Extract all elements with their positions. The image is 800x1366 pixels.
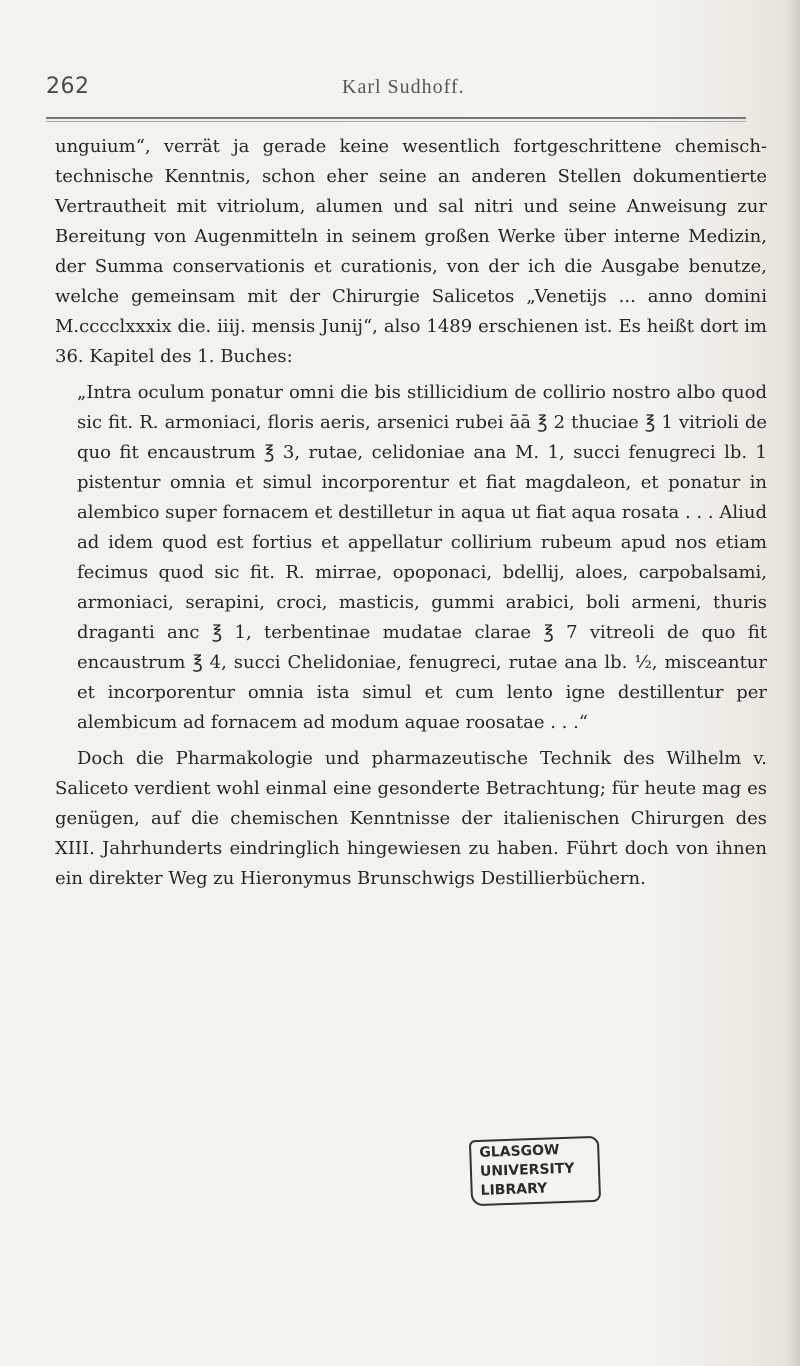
body-text xyxy=(55,132,767,894)
page-header xyxy=(46,74,746,104)
page-number: 262 xyxy=(46,74,90,99)
stamp-line-3: LIBRARY xyxy=(480,1180,548,1199)
paragraph-1: unguium“, verrät ja gerade keine wesentlich fortgeschrittene chemisch-technische Kenntnis, schon eher seine an anderen Stellen dokumentierte Vertrautheit mit vitriolum, alumen und sal nitri und seine Anweisung zur Bereitung von Augenmitteln in seinem großen Werke über interne Medizin, der Summa conservationis et curationis, von der ich die Ausgabe benutze, welche gemeinsam mit der Chirurgie Salicetos „Venetijs ... anno domini M.cccclxxxix die. iiij. mensis Junij“, also 1489 erschienen ist. Es heißt dort im 36. Kapitel des 1. Buches: xyxy=(55,136,767,367)
stamp-line-2: UNIVERSITY xyxy=(479,1160,575,1180)
library-stamp xyxy=(469,1136,601,1206)
running-head: Karl Sudhoff. xyxy=(342,76,465,98)
header-rule-thin xyxy=(46,121,746,122)
paragraph-3: Doch die Pharmakologie und pharmazeutische Technik des Wilhelm v. Saliceto verdient wohl einmal eine gesonderte Betrachtung; für heute mag es genügen, auf die chemischen Kenntnisse der italienischen Chirurgen des XIII. Jahrhunderts eindringlich hingewiesen zu haben. Führt doch von ihnen ein direkter Weg zu Hieronymus Brunschwigs Destillierbüchern. xyxy=(55,748,767,889)
page-edge-shadow xyxy=(786,0,800,1366)
stamp-line-1: GLASGOW xyxy=(479,1142,560,1161)
header-rule xyxy=(46,117,746,119)
latin-quotation: „Intra oculum ponatur omni die bis stillicidium de collirio nostro albo quod sic fit. R. armoniaci, floris aeris, arsenici rubei āā ℥ 2 thuciae ℥ 1 vitrioli de quo fit encaustrum ℥ 3, rutae, celidoniae ana M. 1, succi fenugreci lb. 1 pistentur omnia et simul incorporentur et fiat magdaleon, et ponatur in alembico super fornacem et destilletur in aqua ut fiat aqua rosata . . . Aliud ad idem quod est fortius et appellatur collirium rubeum apud nos etiam fecimus quod sic fit. R. mirrae, opoponaci, bdellij, aloes, carpobalsami, armoniaci, serapini, croci, masticis, gummi arabici, boli armeni, thuris draganti anc ℥ 1, terbentinae mudatae clarae ℥ 7 vitreoli de quo fit encaustrum ℥ 4, succi Chelidoniae, fenugreci, rutae ana lb. ½, misceantur et incorporentur omnia ista simul et cum lento igne destillentur per alembicum ad fornacem ad modum aquae roosatae . . .“ xyxy=(77,382,767,733)
